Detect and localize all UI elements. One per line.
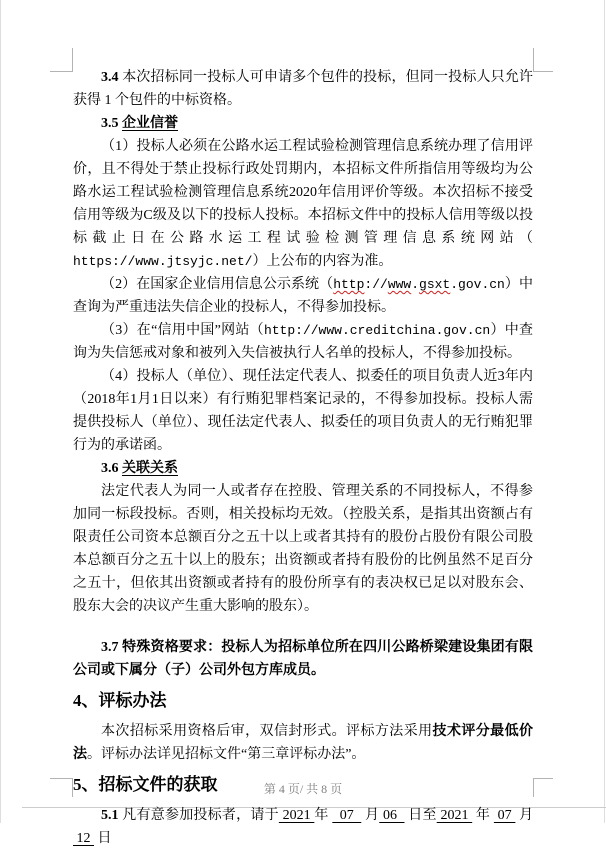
- paragraph: [73, 457, 533, 480]
- text-run: （2）在国家企业信用信息公示系统（: [101, 277, 334, 292]
- text-run: 3.5: [101, 116, 122, 131]
- text-run: 2021: [278, 808, 315, 823]
- text-run: 5.1: [101, 808, 123, 823]
- paragraph: [73, 804, 533, 850]
- text-run: 5、招标文件的获取: [73, 775, 218, 794]
- text-run: （1）投标人必须在公路水运工程试验检测管理信息系统办理了信用评价，且不得处于禁止投标行政处罚期内，本招标文件所指信用等级均为公路水运工程试验检测管理信息系统2020年信用评价等级。本次招标不接受信用等级为C级及以下的投标人投标。本招标文件中的投标人信用等级以投标截止日在公路水运工程试验检测管理信息系统网站（: [73, 139, 533, 246]
- text-run: ）中查询为严重违法失信企业的投标人，不得参加投标。: [73, 277, 533, 315]
- paragraph: [73, 135, 533, 273]
- text-run: 年: [314, 808, 333, 823]
- text-run: .: [411, 277, 420, 292]
- paragraph: [73, 112, 533, 135]
- text-run: 月: [361, 808, 380, 823]
- text-run: 年: [472, 808, 494, 823]
- spellcheck-flagged-text: gsxt: [419, 277, 451, 292]
- text-run: 凡有意参加投标者，请于: [122, 808, 279, 823]
- text-run: （3）在“信用中国”网站（: [101, 323, 264, 338]
- paragraph: [73, 365, 533, 457]
- text-run: http://www.creditchina.gov.cn: [263, 323, 491, 338]
- text-run: https://www.jtsyjc.net/: [73, 254, 253, 269]
- text-run: 月: [515, 808, 534, 823]
- spellcheck-flagged-text: http: [333, 277, 365, 292]
- spellcheck-flagged-text: www: [387, 277, 412, 292]
- text-run: 3.6: [101, 461, 122, 476]
- text-run: 07: [493, 808, 516, 823]
- paragraph: [73, 273, 533, 319]
- text-run: ）上公布的内容为准。: [252, 254, 393, 269]
- text-run: 法定代表人为同一人或者存在控股、管理关系的不同投标人，不得参加同一标段投标。否则，相关投标均无效。（控股关系，是指其出资额占有限责任公司资本总额百分之五十以上或者其持有的股份占股份有限公司股本总额百分之五十以上的股东；出资额或者持有股份的比例虽然不足百分之五十，但依其出资额或者持有的股份所享有的表决权已足以对股东会、股东大会的决议产生重大影响的股东）。: [73, 484, 533, 614]
- text-run: ://: [364, 277, 388, 292]
- text-run: 本次招标采用资格后审，双信封形式。评标方法采用: [101, 724, 433, 739]
- text-run: 日至: [404, 808, 437, 823]
- text-run: 3.4: [101, 70, 123, 85]
- text-run: 07: [332, 808, 362, 823]
- text-run: 技术评分最低价法: [73, 724, 534, 762]
- text-run: 06: [379, 808, 405, 823]
- paragraph: [73, 480, 533, 618]
- text-run: 关联关系: [122, 461, 178, 476]
- text-boundary-mark-top-left: [50, 48, 73, 72]
- paragraph: [73, 720, 533, 766]
- text-run: （4）投标人（单位）、现任法定代表人、拟委任的项目负责人近3年内（2018年1月1日以来）有行贿犯罪档案记录的，不得参加投标。投标人需提供投标人（单位）、现任法定代表人、拟委任的项目负责人的无行贿犯罪行为的承诺函。: [73, 369, 533, 453]
- paragraph: [73, 319, 533, 365]
- paragraph: [73, 66, 533, 112]
- text-run: 企业信誉: [122, 116, 178, 131]
- text-run: 日: [94, 831, 112, 846]
- document-body: [73, 66, 533, 850]
- page-number-footer: 第 4 页/ 共 8 页: [263, 782, 343, 796]
- text-run: 2021: [436, 808, 473, 823]
- text-run: ）中查询为失信惩戒对象和被列入失信被执行人名单的投标人，不得参加投标。: [73, 323, 533, 361]
- text-run: 。评标办法详见招标文件“第三章评标办法”。: [87, 747, 366, 762]
- text-run: 3.7 特殊资格要求：投标人为招标单位所在四川公路桥梁建设集团有限公司或下属分（子）公司外包方库成员。: [73, 640, 533, 678]
- page-left-edge: [0, 0, 1, 823]
- text-run: 4、评标办法: [73, 691, 167, 710]
- section-heading: [73, 688, 533, 714]
- text-run: .gov.cn: [450, 277, 505, 292]
- page-right-edge: [604, 0, 605, 823]
- text-run: 12: [73, 831, 94, 846]
- paragraph: [73, 636, 533, 682]
- text-boundary-mark-top-right: [533, 48, 553, 72]
- text-run: 本次招标同一投标人可申请多个包件的投标，但同一投标人只允许获得 1 个包件的中标资格。: [73, 70, 534, 108]
